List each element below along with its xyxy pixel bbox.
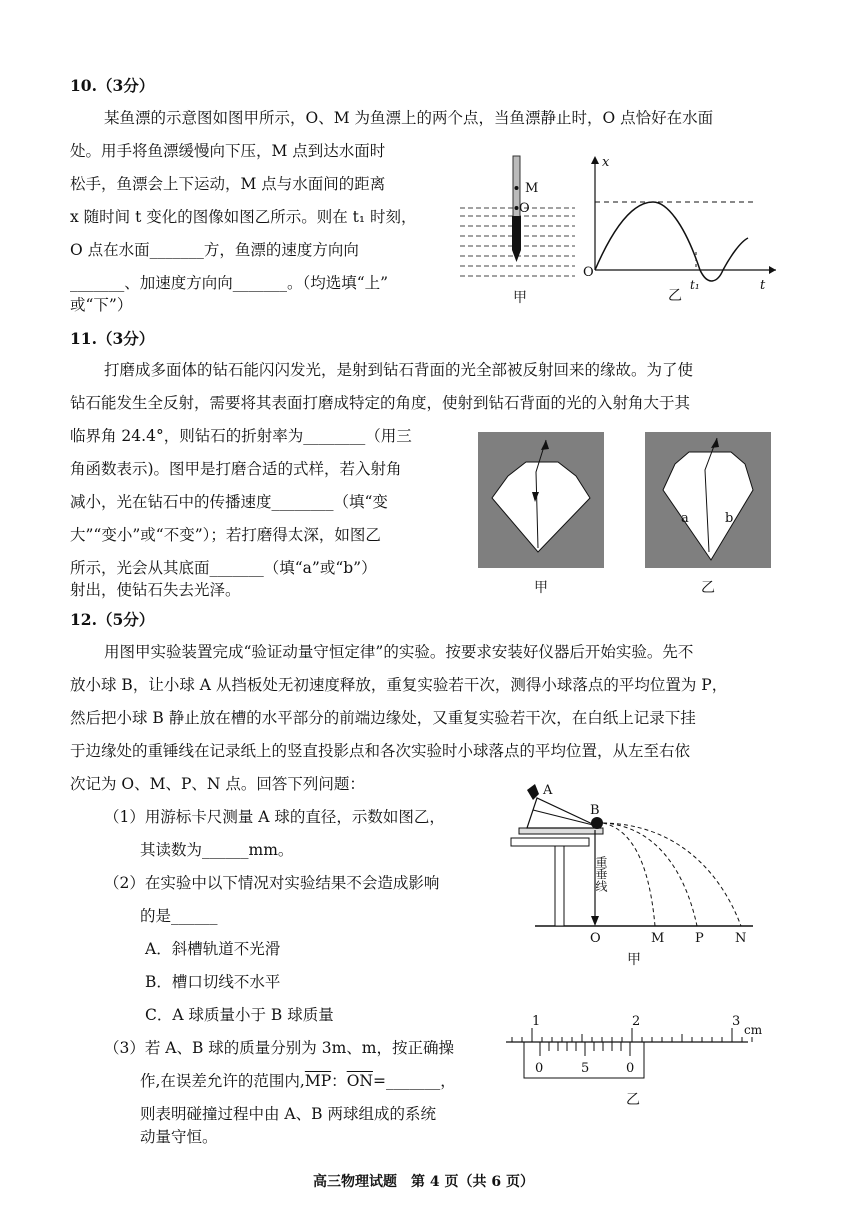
q11-line: 所示，光会从其底面_______（填“a”或“b”）	[70, 559, 377, 577]
q12-sub2: （2）在实验中以下情况对实验结果不会造成影响	[104, 874, 440, 892]
vernier-label-10: 0	[626, 1061, 635, 1076]
q10-line: x 随时间 t 变化的图像如图乙所示。则在 t₁ 时刻，	[70, 208, 417, 226]
q10-header: 10.（3分）	[70, 76, 155, 95]
vernier-caliper-figure	[500, 1010, 770, 1110]
q10-line: O 点在水面_______方，鱼漂的速度方向向	[70, 241, 359, 259]
main-label-3: 3	[732, 1014, 741, 1029]
q12-line: 于边缘处的重锤线在记录纸上的竖直投影点和各次实验时小球落点的平均位置，从左至右依	[70, 742, 691, 760]
q12-option: C．A 球质量小于 B 球质量	[145, 1006, 334, 1024]
q12-sub3-text: 作,在误差允许的范围内,	[140, 1072, 305, 1090]
q12-header: 12.（5分）	[70, 610, 155, 629]
apparatus-figure	[505, 780, 765, 970]
q10-line: 处。用手将鱼漂缓慢向下压，M 点到达水面时	[70, 142, 386, 160]
table-slab	[519, 828, 603, 834]
trajectories	[603, 823, 741, 926]
caption-jia: 甲	[534, 580, 548, 596]
q12-sub1: 其读数为______mm。	[140, 841, 294, 859]
label-a: a	[681, 511, 689, 526]
ball-b	[591, 817, 603, 829]
q12-sub3	[140, 1074, 456, 1090]
label-b: B	[590, 803, 600, 818]
q11-line: 打磨成多面体的钻石能闪闪发光，是射到钻石背面的光全部被反射回来的缘故。为了使	[104, 361, 694, 379]
q11-header: 11.（3分）	[70, 329, 155, 348]
vernier-ticks	[540, 1042, 630, 1056]
q10-line: 松手，鱼漂会上下运动，M 点与水面间的距离	[70, 175, 386, 193]
segment-on: $\overline{ON}$	[346, 1072, 373, 1090]
plumb-label: 重垂线	[594, 856, 608, 892]
point-n: N	[735, 931, 747, 946]
q12-sub3: （3）若 A、B 球的质量分别为 3m、m，按正确操	[104, 1039, 454, 1057]
main-scale-ticks	[512, 1028, 752, 1042]
caption-yi: 乙	[626, 1092, 640, 1108]
xt-graph	[580, 152, 780, 302]
q11-line: 射出，使钻石失去光泽。	[70, 581, 241, 599]
ratio-colon: ：	[331, 1072, 347, 1090]
page-footer: 高三物理试题 第 4 页（共 6 页）	[313, 1174, 534, 1190]
float-figure	[455, 150, 585, 310]
q11-line: 角函数表示)。图甲是打磨合适的式样，若入射角	[70, 460, 402, 478]
caption-jia: 甲	[513, 290, 527, 306]
point-m: M	[651, 931, 665, 946]
q12-option: A．斜槽轨道不光滑	[145, 940, 281, 958]
vernier-label-0: 0	[535, 1061, 544, 1076]
label-m: M	[525, 181, 539, 196]
q11-line: 临界角 24.4°，则钻石的折射率为________（用三	[70, 427, 412, 445]
t1-label: t₁	[690, 278, 700, 292]
main-label-1: 1	[532, 1014, 541, 1029]
point-o: O	[590, 931, 601, 946]
q11-line: 大”“变小”或“不变”）；若打磨得太深，如图乙	[70, 526, 381, 544]
q12-sub3-text: =_______，	[372, 1072, 456, 1090]
q10-line: 某鱼漂的示意图如图甲所示，O、M 为鱼漂上的两个点，当鱼漂静止时，O 点恰好在水面	[104, 109, 714, 127]
x-curve	[595, 202, 748, 281]
unit-label: cm	[744, 1023, 763, 1037]
origin-label: O	[583, 265, 594, 280]
q12-sub1: （1）用游标卡尺测量 A 球的直径，示数如图乙，	[104, 808, 445, 826]
caption-yi: 乙	[701, 580, 715, 596]
vernier-label-5: 5	[581, 1061, 590, 1076]
segment-mp: $\overline{MP}$	[304, 1072, 332, 1090]
diamond-figure-yi	[645, 432, 775, 597]
q10-line: _______、加速度方向向_______。（均选填“上”	[70, 274, 389, 292]
q12-line: 用图甲实验装置完成“验证动量守恒定律”的实验。按要求安装好仪器后开始实验。先不	[104, 643, 694, 661]
label-o: O	[519, 201, 530, 216]
q11-line: 钻石能发生全反射，需要将其表面打磨成特定的角度，使射到钻石背面的光的入射角大于其	[70, 394, 691, 412]
q10-line: 或“下”）	[70, 296, 133, 314]
axis-t-label: t	[760, 278, 766, 293]
main-label-2: 2	[632, 1014, 641, 1029]
table-leg	[555, 846, 564, 926]
float-body	[512, 216, 521, 250]
q12-option: B．槽口切线不水平	[145, 973, 281, 991]
label-b: b	[725, 511, 734, 526]
q12-line: 然后把小球 B 静止放在槽的水平部分的前端边缘处，又重复实验若干次，在白纸上记录下挂	[70, 709, 696, 727]
q12-sub2: 的是______	[140, 907, 218, 925]
diamond-figure-jia	[478, 432, 608, 597]
q11-line: 减小，光在钻石中的传播速度________（填“变	[70, 493, 388, 511]
axis-x-label: x	[602, 155, 610, 170]
caption-yi: 乙	[668, 288, 682, 304]
point-p: P	[695, 931, 704, 946]
q12-sub3: 则表明碰撞过程中由 A、B 两球组成的系统	[140, 1105, 436, 1123]
q12-line: 次记为 O、M、P、N 点。回答下列问题：	[70, 775, 365, 793]
label-a: A	[543, 783, 553, 798]
point-m	[515, 186, 519, 190]
caption-jia: 甲	[627, 952, 641, 968]
table-top	[511, 838, 589, 846]
q12-line: 放小球 B，让小球 A 从挡板处无初速度释放，重复实验若干次，测得小球落点的平均位置为 P，	[70, 676, 728, 694]
q12-sub3: 动量守恒。	[140, 1128, 218, 1146]
point-o	[515, 206, 519, 210]
